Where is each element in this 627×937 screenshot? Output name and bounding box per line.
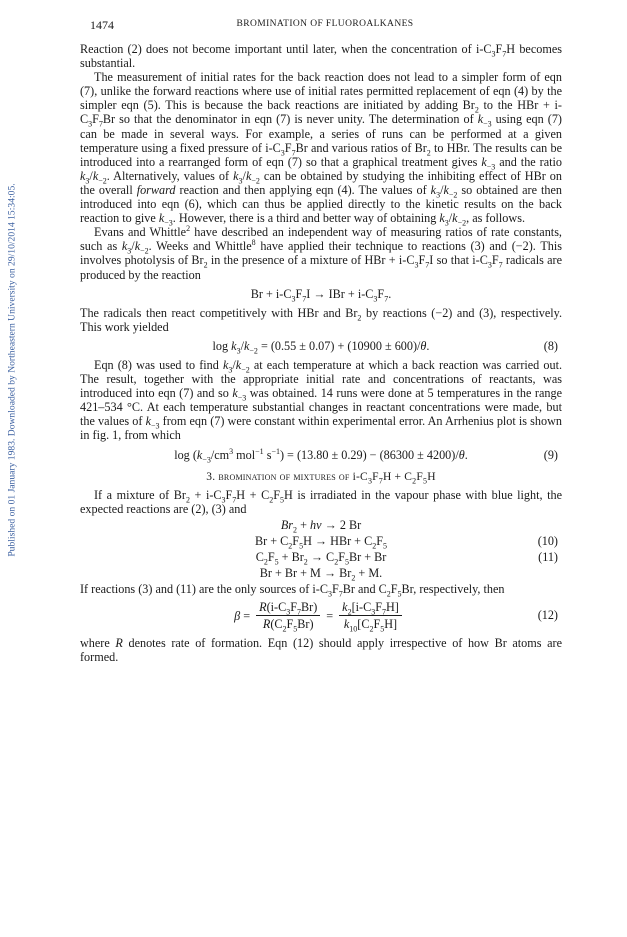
paragraph: If a mixture of $Br_2 + i-C_3F_7H + C_2F_5H$ is irradiated in the vapour phase with blue light, the expected reactions are (2), (3) and <box>80 487 562 516</box>
paragraph: If reactions (3) and (11) are the only sources of $i-C_3F_7Br$ and $C_2F_5Br$, respectively, then <box>80 582 505 599</box>
paragraph: The radicals then react competitively with HBr and $Br_2$ by reactions (−2) and (3), respectively. This work yielded <box>80 305 563 334</box>
equation: $Br + Br + M \to Br_2 + M$. <box>259 566 383 583</box>
paragraph: Eqn (8) was used to find $k_3/k_{-2}$ at each temperature at which a back reaction was carried out. The result, together with the appropriate initial rate and concentrations of reactants, was introduced into eqn (7) and so $k_{-3}$ was obtained. 14 runs were done at 5 temperatures in the range 421–534 °C. At each temperature substantial changes in reactant concentrations were made, but the values of $k_{-3}$ from eqn (7) were constant within experimental error. An Arrhenius plot is shown in fig. 1, from which <box>80 357 563 443</box>
paragraph: The measurement of initial rates for the back reaction does not lead to a simpler form of eqn (7), unlike the forward reactions where use of initial rates permitted replacement of eqn (4) by the simpler eqn (5). This is because the back reactions are initiated by adding $Br_2$ to the HBr + $i-C_3F_7Br$ so that the denominator in eqn (7) is never unity. The determination of $k_{-3}$ using eqn (7) can be made in several ways. For example, a series of runs can be performed at a given temperature using a fixed pressure of $i-C_3F_7Br$ and various ratios of $Br_2$ to HBr. The results can be introduced into a rearranged form of eqn (7) so that a graphical treatment gives $k_{-3}$ and the ratio $k_3/k_{-2}$. Alternatively, values of $k_3/k_{-2}$ can be obtained by studying the inhibiting effect of HBr on the overall forward reaction and then applying eqn (4). The values of $k_3/k_{-2}$ so obtained are then introduced into eqn (6), which can thus be applied directly to the kinetic results on the back reaction to give $k_{-3}$. However, there is a third and better way of obtaining $k_3/k_{-2}$, as follows. <box>80 70 562 228</box>
page-header <box>90 18 560 34</box>
equation-8: $\log k_3/k_{-2} = (0.55 \pm 0.07) + (10900 \pm 600)/\theta$. (8) <box>212 338 558 356</box>
equation-9: $\log (k_{-3}/cm^3$ mol$^{-1}$ $s^{-1}) = (13.80 \pm 0.29) - (86300 \pm 4200)/\theta$. (9) <box>174 446 558 464</box>
page-number: 1474 <box>90 18 114 32</box>
paragraph: Evans and Whittle$^2$ have described an independent way of measuring ratios of rate constants, such as $k_3/k_{-2}$. Weeks and Whittle$^8$ have applied their technique to reactions (3) and (−2). This involves photolysis of $Br_2$ in the presence of a mixture of HBr + $i-C_3F_7I$ so that $i-C_3F_7$ radicals are produced by the reaction <box>80 224 562 282</box>
running-title: BROMINATION OF FLUOROALKANES <box>236 19 414 29</box>
equation: $Br + i-C_3F_7I$ → IBr + $i-C_3F_7$. <box>250 286 392 304</box>
side-note <box>4 150 20 590</box>
equation: $Br_2 + h\nu \to 2$ Br <box>280 517 362 535</box>
paragraph: Reaction (2) does not become important until later, when the concentration of $i-C_3F_7H$ becomes substantial. <box>80 42 562 71</box>
equation-11: $C_2F_5 + Br_2 \to C_2F_5Br + Br$ (11) <box>255 550 558 567</box>
equation-10: $Br + C_2F_5H$ → HBr + $C_2F_5$ (10) <box>254 534 558 551</box>
equation-12: β = $\frac{R(i-C_3F_7Br)}{R(C_2F_5Br)}$ = $\frac{k_2[i-C_3F_7H]}{k_{10}[C_2F_5H]}$ (12) <box>234 600 558 634</box>
side-note-text: Published on 01 January 1983. Downloaded by Northeastern University on 29/10/2014 15:34:05. <box>6 183 18 557</box>
section-heading: 3. bromination of mixtures of $i-C_3F_7H + C_2F_5H$ <box>206 470 436 485</box>
article-body <box>80 42 562 664</box>
paragraph: where R denotes rate of formation. Eqn (12) should apply irrespective of how Br atoms are formed. <box>80 635 562 664</box>
